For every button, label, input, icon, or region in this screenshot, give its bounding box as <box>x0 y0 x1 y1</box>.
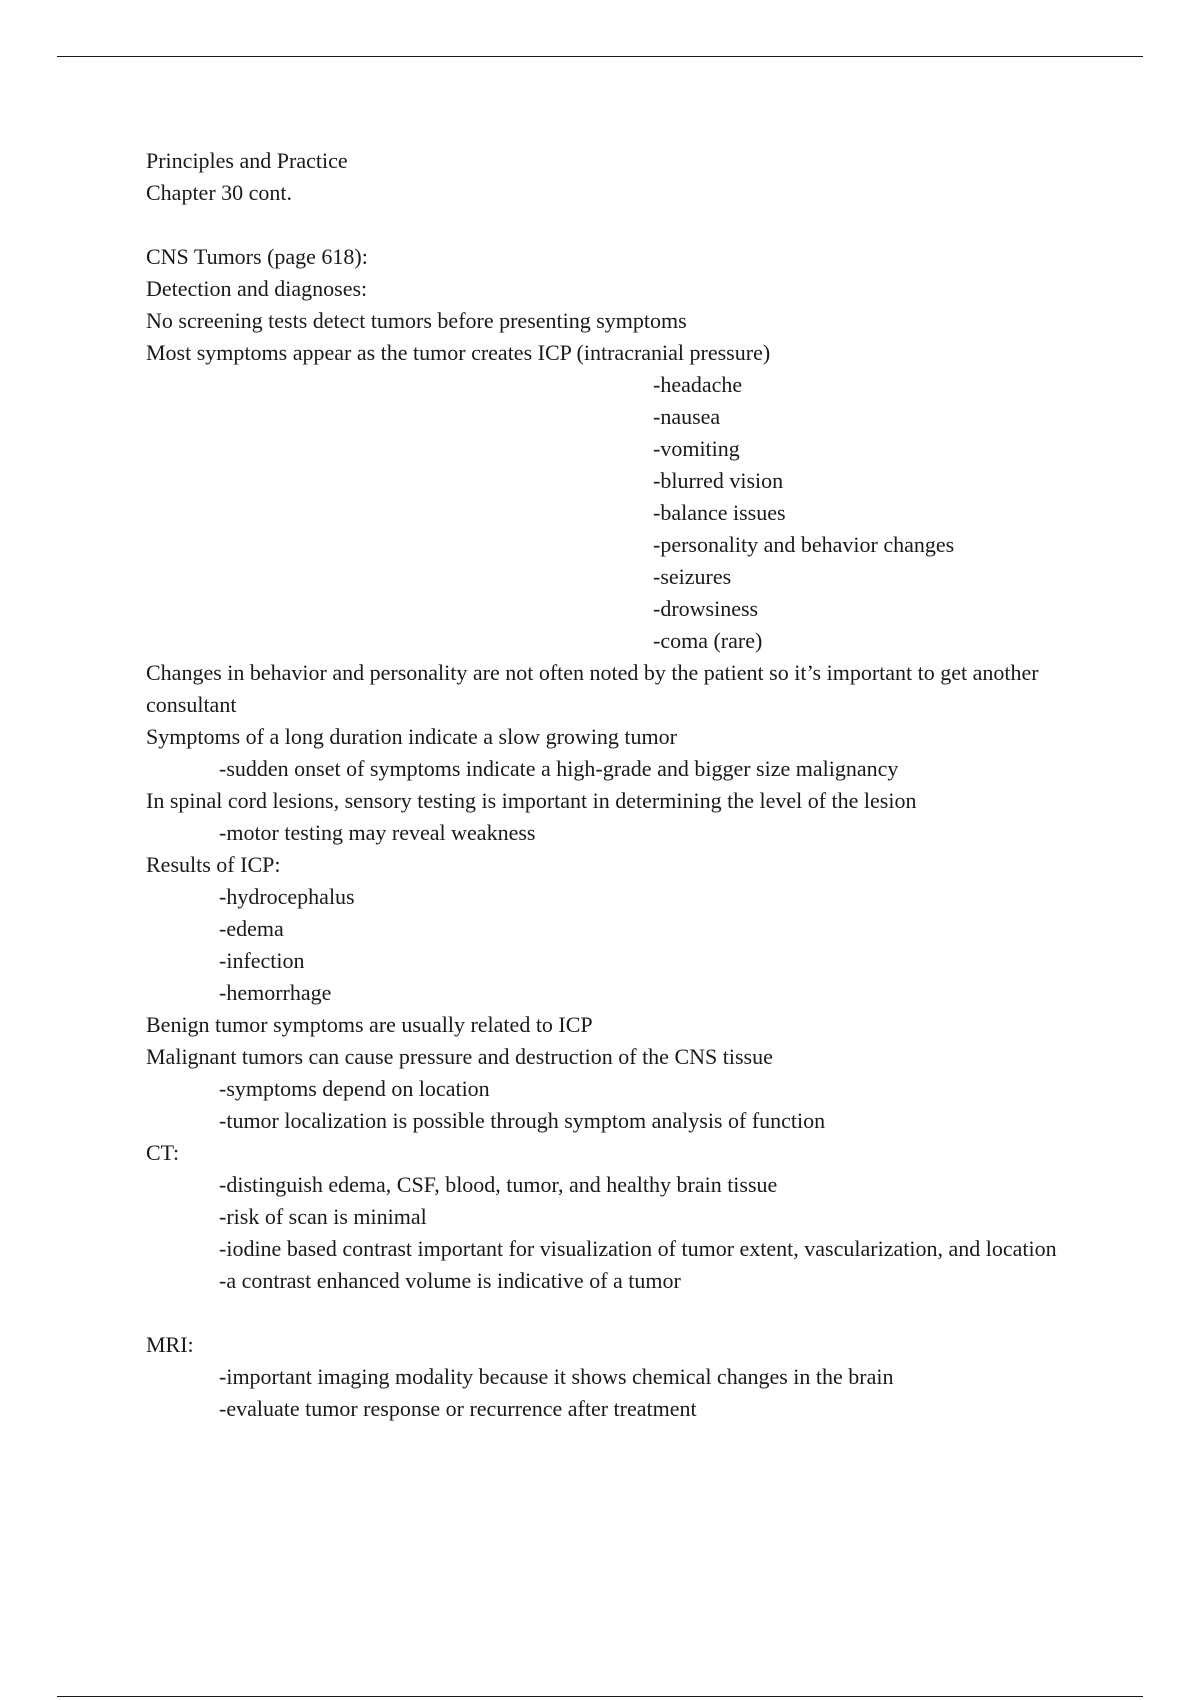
list-item: -risk of scan is minimal <box>219 1204 427 1229</box>
list-item: -blurred vision <box>653 468 784 493</box>
bottom-rule <box>57 1696 1143 1697</box>
section-subheading: Detection and diagnoses: <box>146 276 368 301</box>
list-item: -headache <box>653 372 743 397</box>
list-item: -hemorrhage <box>219 980 332 1005</box>
ct-heading: CT: <box>146 1140 180 1165</box>
list-item: -evaluate tumor response or recurrence after treatment <box>219 1396 697 1421</box>
list-item: -vomiting <box>653 436 740 461</box>
spinal-subnote: -motor testing may reveal weakness <box>219 820 536 845</box>
behavior-note: Changes in behavior and personality are not often noted by the patient so it’s important to get another consultant <box>146 660 1039 717</box>
document-body <box>146 145 1066 1425</box>
list-item: -important imaging modality because it shows chemical changes in the brain <box>219 1364 894 1389</box>
section-heading: CNS Tumors (page 618): <box>146 244 368 269</box>
list-item: -seizures <box>653 564 732 589</box>
duration-note: Symptoms of a long duration indicate a slow growing tumor <box>146 724 677 749</box>
icp-results-list <box>146 881 1066 1009</box>
icp-symptom-list <box>146 369 1066 657</box>
chapter-label: Chapter 30 cont. <box>146 180 293 205</box>
list-item: -a contrast enhanced volume is indicative of a tumor <box>219 1268 681 1293</box>
top-rule <box>57 56 1143 57</box>
list-item: -drowsiness <box>653 596 759 621</box>
list-item: -symptoms depend on location <box>219 1076 490 1101</box>
spinal-note: In spinal cord lesions, sensory testing is important in determining the level of the lesion <box>146 788 917 813</box>
list-item: -hydrocephalus <box>219 884 355 909</box>
list-item: -personality and behavior changes <box>653 532 955 557</box>
malignant-note: Malignant tumors can cause pressure and destruction of the CNS tissue <box>146 1044 773 1069</box>
icp-intro: Most symptoms appear as the tumor creates ICP (intracranial pressure) <box>146 340 771 365</box>
screening-note: No screening tests detect tumors before presenting symptoms <box>146 308 687 333</box>
benign-note: Benign tumor symptoms are usually related to ICP <box>146 1012 593 1037</box>
list-item: -infection <box>219 948 305 973</box>
list-item: -nausea <box>653 404 721 429</box>
list-item: -tumor localization is possible through symptom analysis of function <box>219 1108 826 1133</box>
doc-title: Principles and Practice <box>146 148 348 173</box>
duration-subnote: -sudden onset of symptoms indicate a high-grade and bigger size malignancy <box>219 756 899 781</box>
list-item: -balance issues <box>653 500 786 525</box>
mri-heading: MRI: <box>146 1332 194 1357</box>
list-item: -distinguish edema, CSF, blood, tumor, and healthy brain tissue <box>219 1172 778 1197</box>
spacer <box>146 1297 1066 1329</box>
icp-results-heading: Results of ICP: <box>146 852 281 877</box>
spacer <box>146 209 1066 241</box>
list-item: -edema <box>219 916 284 941</box>
list-item: -coma (rare) <box>653 628 763 653</box>
ct-contrast-note: -iodine based contrast important for visualization of tumor extent, vascularization, and location <box>219 1236 1057 1261</box>
